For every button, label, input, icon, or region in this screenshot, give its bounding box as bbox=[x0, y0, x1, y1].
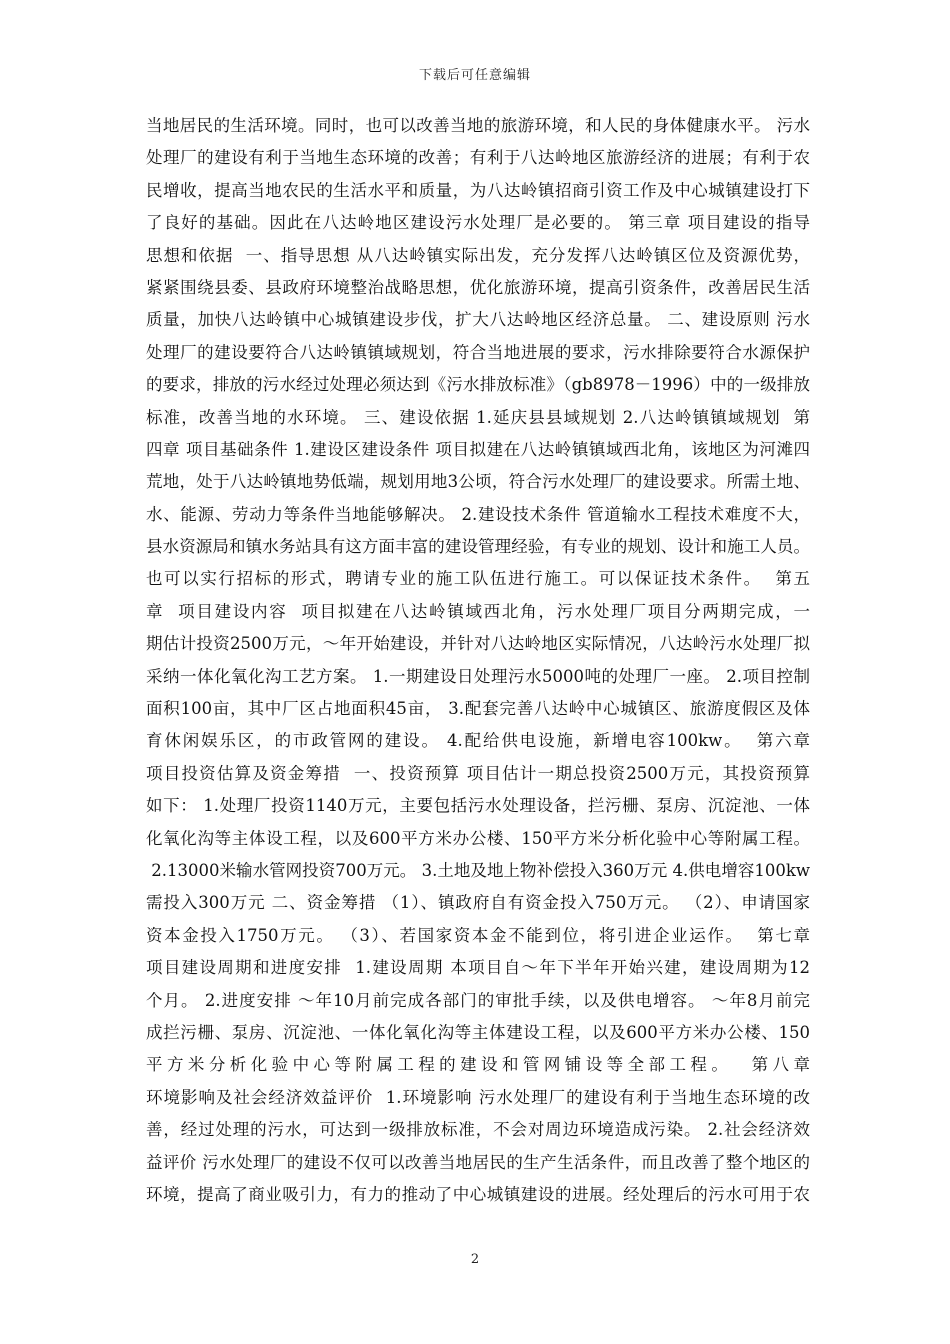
text-line: 标准，改善当地的水环境。 三、建设依据 1.延庆县县域规划 2.八达岭镇镇域规划 第 bbox=[146, 407, 810, 427]
text-line: 四章 项目基础条件 1.建设区建设条件 项目拟建在八达岭镇镇域西北角，该地区为河滩四 bbox=[146, 439, 810, 459]
text-line: 采纳一体化氧化沟工艺方案。 1.一期建设日处理污水5000吨的处理厂一座。 2.项目控制 bbox=[146, 666, 810, 686]
text-line: 了良好的基础。因此在八达岭地区建设污水处理厂是必要的。 第三章 项目建设的指导 bbox=[146, 213, 810, 233]
text-line: 成拦污栅、泵房、沉淀池、一体化氧化沟等主体建设工程，以及600平方米办公楼、150 bbox=[146, 1022, 810, 1042]
text-line: 环境，提高了商业吸引力，有力的推动了中心城镇建设的进展。经处理后的污水可用于农 bbox=[146, 1184, 810, 1204]
text-line: 善，经过处理的污水，可达到一级排放标准，不会对周边环境造成污染。 2.社会经济效 bbox=[146, 1120, 810, 1140]
text-line: 环境影响及社会经济效益评价 1.环境影响 污水处理厂的建设有利于当地生态环境的改 bbox=[146, 1087, 810, 1107]
text-line: 章 项目建设内容 项目拟建在八达岭镇域西北角，污水处理厂项目分两期完成，一 bbox=[146, 601, 810, 621]
text-line: 项目建设周期和进度安排 1.建设周期 本项目自～年下半年开始兴建，建设周期为12 bbox=[146, 958, 810, 978]
text-line: 处理厂的建设有利于当地生态环境的改善；有利于八达岭地区旅游经济的进展；有利于农 bbox=[146, 148, 810, 168]
text-line: 育休闲娱乐区，的市政管网的建设。 4.配给供电设施，新增电容100kw。 第六章 bbox=[146, 731, 810, 751]
text-line: 益评价 污水处理厂的建设不仅可以改善当地居民的生产生活条件，而且改善了整个地区的 bbox=[146, 1152, 810, 1172]
text-line: 面积100亩，其中厂区占地面积45亩， 3.配套完善八达岭中心城镇区、旅游度假区及体 bbox=[146, 699, 810, 719]
text-line: 项目投资估算及资金筹措 一、投资预算 项目估计一期总投资2500万元，其投资预算 bbox=[146, 763, 810, 783]
text-line: 质量，加快八达岭镇中心城镇建设步伐，扩大八达岭地区经济总量。 二、建设原则 污水 bbox=[146, 310, 810, 330]
text-line: 期估计投资2500万元，～年开始建设，并针对八达岭地区实际情况，八达岭污水处理厂拟 bbox=[146, 634, 810, 654]
page-header: 下载后可任意编辑 bbox=[418, 68, 531, 83]
text-line: 县水资源局和镇水务站具有这方面丰富的建设管理经验，有专业的规划、设计和施工人员。 bbox=[146, 537, 810, 557]
text-line: 资本金投入1750万元。 （3）、若国家资本金不能到位，将引进企业运作。 第七章 bbox=[146, 925, 810, 945]
text-line: 水、能源、劳动力等条件当地能够解决。 2.建设技术条件 管道输水工程技术难度不大， bbox=[146, 504, 810, 524]
text-line: 民增收，提高当地农民的生活水平和质量，为八达岭镇招商引资工作及中心城镇建设打下 bbox=[146, 180, 810, 200]
page-number: 2 bbox=[470, 1252, 480, 1267]
text-line: 处理厂的建设要符合八达岭镇镇域规划，符合当地进展的要求，污水排除要符合水源保护 bbox=[146, 342, 810, 362]
text-line: 需投入300万元 二、资金筹措 （1）、镇政府自有资金投入750万元。 （2）、申请国家 bbox=[146, 893, 810, 913]
text-line: 的要求，排放的污水经过处理必须达到《污水排放标准》（gb8978－1996）中的一级排放 bbox=[146, 375, 810, 395]
body-text bbox=[146, 110, 810, 1211]
text-line: 如下： 1.处理厂投资1140万元，主要包括污水处理设备，拦污栅、泵房、沉淀池、一体 bbox=[146, 796, 810, 816]
text-line: 思想和依据 一、指导思想 从八达岭镇实际出发，充分发挥八达岭镇区位及资源优势， bbox=[146, 245, 810, 265]
text-line: 化氧化沟等主体设工程，以及600平方米办公楼、150平方米分析化验中心等附属工程。 bbox=[146, 828, 810, 848]
text-line: 紧紧围绕县委、县政府环境整治战略思想，优化旅游环境，提高引资条件，改善居民生活 bbox=[146, 277, 810, 297]
text-line: 荒地，处于八达岭镇地势低端，规划用地3公顷，符合污水处理厂的建设要求。所需土地、 bbox=[146, 472, 810, 492]
text-line: 个月。 2.进度安排 ～年10月前完成各部门的审批手续，以及供电增容。 ～年8月前完 bbox=[146, 990, 810, 1010]
text-line: 2.13000米输水管网投资700万元。 3.土地及地上物补偿投入360万元 4.供电增容100kw bbox=[146, 860, 810, 880]
text-line: 当地居民的生活环境。同时，也可以改善当地的旅游环境，和人民的身体健康水平。 污水 bbox=[146, 116, 810, 135]
text-line: 也可以实行招标的形式，聘请专业的施工队伍进行施工。可以保证技术条件。 第五 bbox=[146, 569, 810, 589]
text-line: 平方米分析化验中心等附属工程的建设和管网铺设等全部工程。 第八章 bbox=[146, 1055, 810, 1075]
